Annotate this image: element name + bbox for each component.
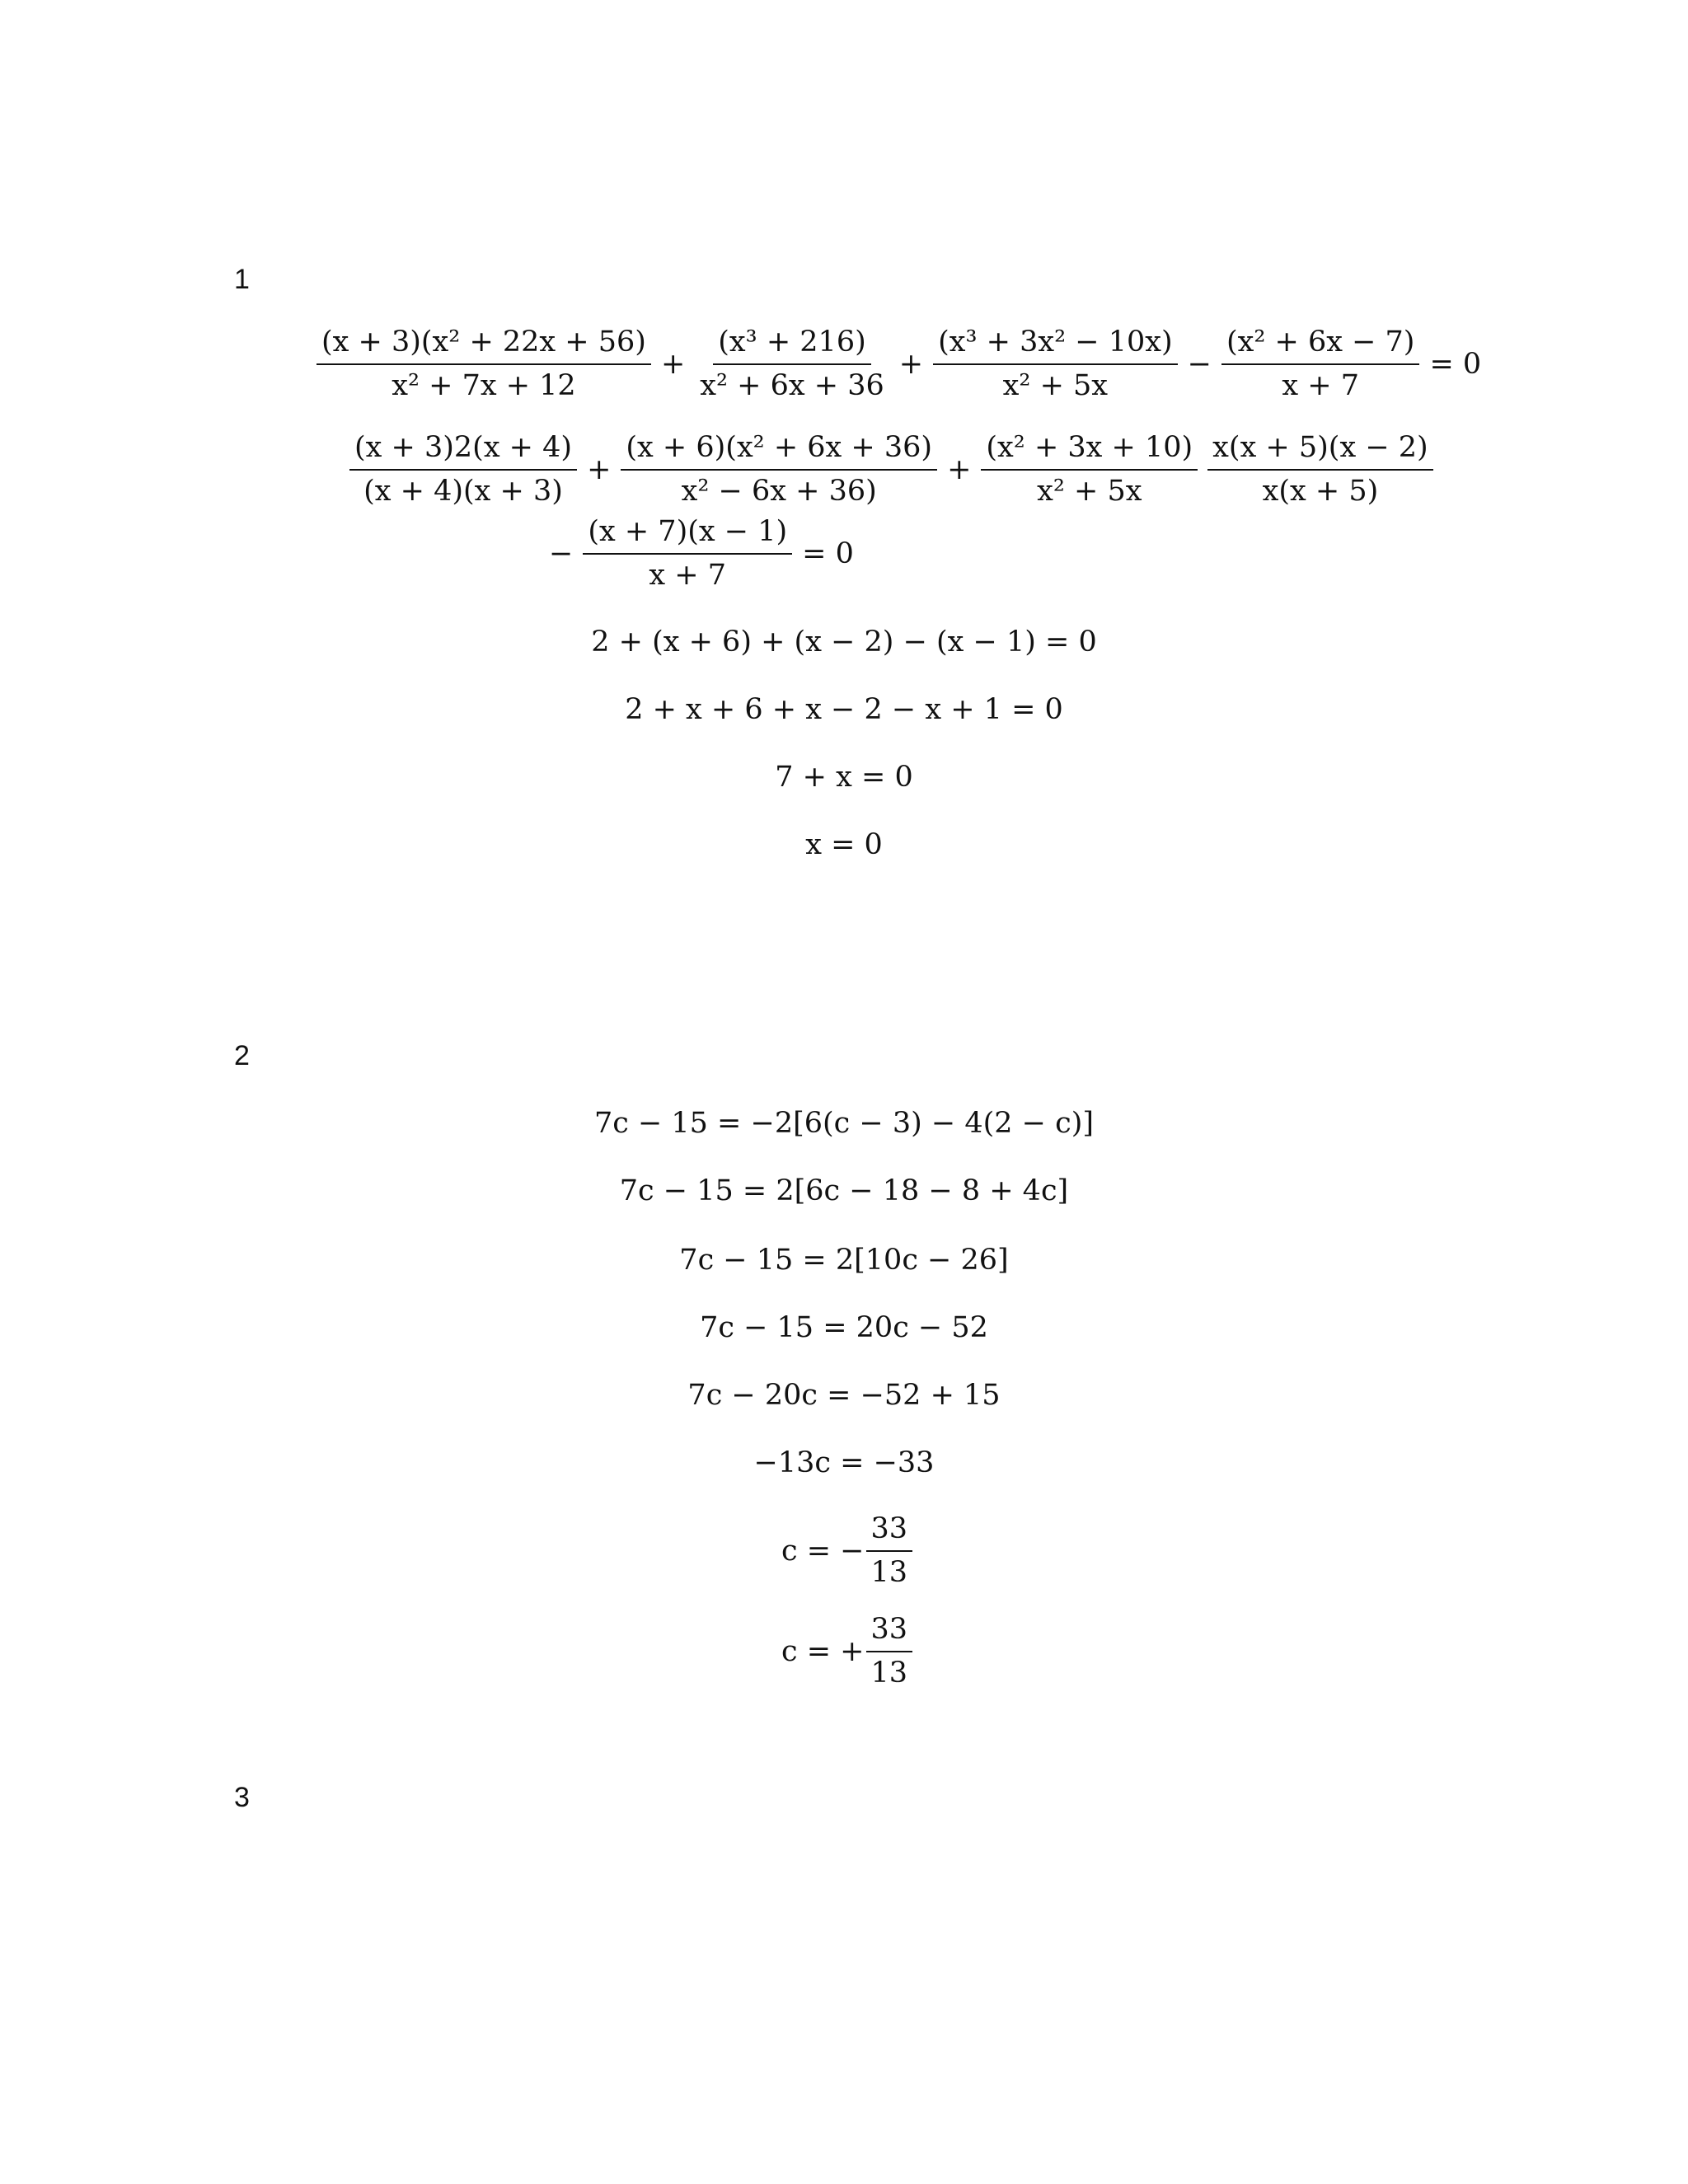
denominator: x² − 6x + 36) xyxy=(681,475,877,508)
operator: + xyxy=(898,347,924,381)
denominator: (x + 4)(x + 3) xyxy=(363,475,563,508)
fraction xyxy=(583,515,792,592)
p1-equation-line-3 xyxy=(544,515,859,592)
fraction xyxy=(316,328,651,401)
p1-equation-line-2 xyxy=(345,431,1438,508)
problem-number-3: 3 xyxy=(234,1782,250,1813)
denominator: 13 xyxy=(870,1657,908,1690)
p2-equation-line-1 xyxy=(0,1109,1688,1138)
p1-equation-line-5 xyxy=(0,693,1688,726)
operator: + xyxy=(947,452,972,486)
p1-equation-line-6 xyxy=(0,763,1688,792)
denominator: x² + 5x xyxy=(1037,475,1142,508)
p2-equation-line-3 xyxy=(0,1246,1688,1275)
fraction xyxy=(981,431,1198,508)
denominator: x² + 6x + 36 xyxy=(700,369,884,402)
numerator: (x + 6)(x² + 6x + 36) xyxy=(621,434,937,471)
numerator: (x + 3)2(x + 4) xyxy=(349,434,577,471)
fraction xyxy=(695,328,889,401)
equation-lhs: c = − xyxy=(781,1534,865,1568)
equation-text: x = 0 xyxy=(805,828,883,861)
equation-text: 7c − 15 = 2[6c − 18 − 8 + 4c] xyxy=(619,1174,1069,1207)
p2-equation-line-8 xyxy=(781,1615,917,1688)
fraction xyxy=(933,328,1178,401)
numerator: (x + 7)(x − 1) xyxy=(583,518,792,555)
numerator: 33 xyxy=(866,1515,913,1552)
equation-text: 7c − 15 = 2[10c − 26] xyxy=(679,1244,1009,1277)
p1-equation-line-7 xyxy=(0,828,1688,861)
equation-text: 2 + x + 6 + x − 2 − x + 1 = 0 xyxy=(625,693,1063,726)
operator: + xyxy=(587,452,612,486)
fraction xyxy=(621,431,937,508)
equals-zero: = 0 xyxy=(1429,347,1482,381)
equation-lhs: c = + xyxy=(781,1634,865,1668)
equation-text: 7c − 15 = −2[6(c − 3) − 4(2 − c)] xyxy=(593,1107,1095,1140)
p2-equation-line-5 xyxy=(0,1381,1688,1410)
problem-number-1: 1 xyxy=(234,264,250,295)
equation-text: −13c = −33 xyxy=(753,1446,935,1479)
p1-equation-line-4 xyxy=(0,628,1688,657)
fraction xyxy=(866,1512,913,1589)
equals-zero: = 0 xyxy=(802,537,854,570)
numerator: 33 xyxy=(866,1615,913,1652)
numerator: (x² + 6x − 7) xyxy=(1221,328,1420,365)
fraction xyxy=(866,1615,913,1688)
denominator: x(x + 5) xyxy=(1262,475,1379,508)
fraction xyxy=(1221,328,1420,401)
equation-text: 7 + x = 0 xyxy=(775,761,913,794)
numerator: (x³ + 3x² − 10x) xyxy=(933,328,1178,365)
denominator: x² + 5x xyxy=(1002,369,1109,402)
equation-text: 2 + (x + 6) + (x − 2) − (x − 1) = 0 xyxy=(591,626,1097,658)
equation-text: 7c − 15 = 20c − 52 xyxy=(700,1311,988,1344)
p2-equation-line-4 xyxy=(0,1311,1688,1344)
numerator: (x + 3)(x² + 22x + 56) xyxy=(316,328,651,365)
operator: − xyxy=(1187,347,1212,381)
denominator: x² + 7x + 12 xyxy=(392,369,576,402)
numerator: x(x + 5)(x − 2) xyxy=(1207,434,1433,471)
denominator: x + 7 xyxy=(1282,369,1359,402)
p2-equation-line-2 xyxy=(0,1174,1688,1207)
numerator: (x³ + 216) xyxy=(713,328,870,365)
numerator: (x² + 3x + 10) xyxy=(981,434,1198,471)
denominator: x + 7 xyxy=(649,559,727,592)
p1-equation-line-1 xyxy=(312,328,1486,401)
fraction xyxy=(1207,431,1433,508)
p2-equation-line-7 xyxy=(781,1512,917,1589)
operator: − xyxy=(549,537,574,570)
equation-text: 7c − 20c = −52 + 15 xyxy=(687,1379,1001,1412)
p2-equation-line-6 xyxy=(0,1446,1688,1479)
fraction xyxy=(349,431,577,508)
operator: + xyxy=(660,347,686,381)
denominator: 13 xyxy=(870,1556,908,1589)
problem-number-2: 2 xyxy=(234,1040,250,1071)
